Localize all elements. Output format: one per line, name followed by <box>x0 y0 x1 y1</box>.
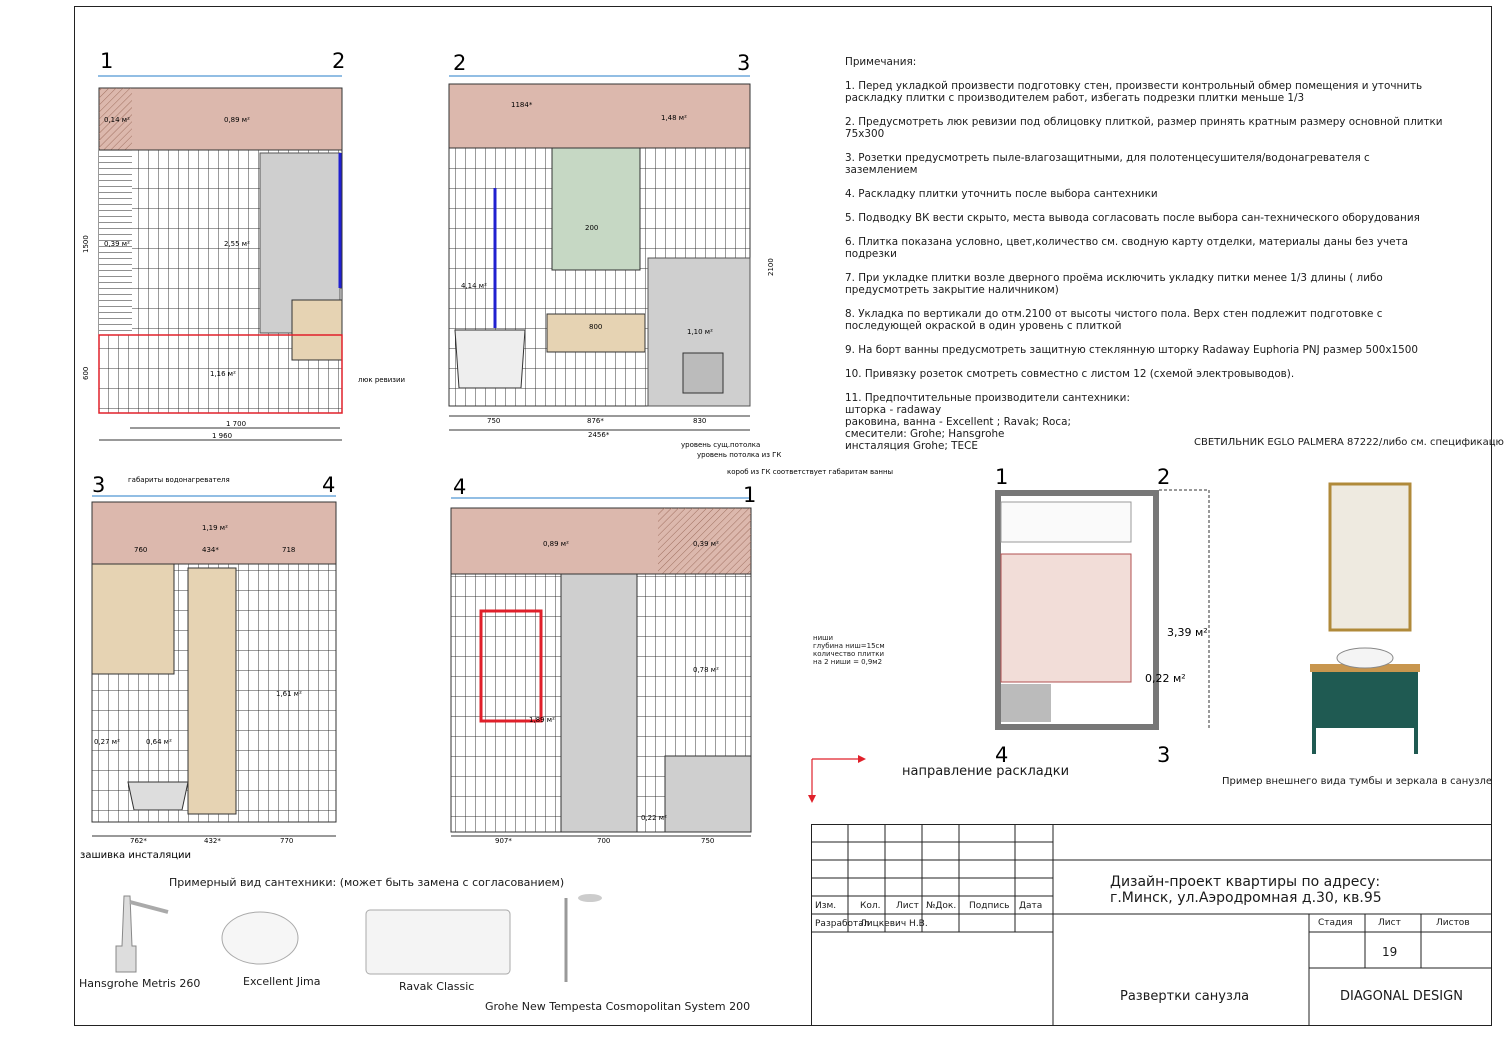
axis-label: 3 <box>1157 743 1171 767</box>
dimension: 2100 <box>767 258 775 276</box>
dimension: 770 <box>280 837 294 845</box>
lamp-label: СВЕТИЛЬНИК EGLO PALMERA 87222/либо см. спецификацю <box>1194 437 1504 448</box>
note-item: 5. Подводку ВК вести скрыто, места вывода согласовать после выбора сан-технического оборудования <box>845 212 1420 224</box>
fixture-caption: Hansgrohe Metris 260 <box>79 977 201 990</box>
note-item: 7. При укладке плитки возле дверного проёма исключить укладку питки менее 1/3 длины ( либо предусмотреть закрытие наличником) <box>845 272 1383 296</box>
axis-label: 3 <box>92 473 106 497</box>
dimension: 876* <box>587 417 604 425</box>
note-item: 1. Перед укладкой произвести подготовку стен, произвести контрольный обмер помещения и уточнить раскладку плитки с производителем работ, избегать подрезки плитки меньше 1/3 <box>845 80 1423 104</box>
stamp-author: Лицкевич Н.В. <box>860 919 928 929</box>
toilet <box>683 353 723 393</box>
note-item: 11. Предпочтительные производители сантехники: шторка - radaway раковина, ванна - Excellent ; Ravak; Roca; смесители: Grohe; Hansgrohe инсталяция Grohe; TECE <box>845 392 1130 452</box>
door <box>561 574 637 832</box>
note-item: 8. Укладка по вертикали до отм.2100 от высоты чистого пола. Верх стен подлежит подготовке с последующей окраской в один уровень с плиткой <box>845 308 1383 332</box>
note-item: 2. Предусмотреть люк ревизии под облицовку плиткой, размер принять кратным размеру основной плитки 75х300 <box>845 116 1443 140</box>
dimension: 200 <box>585 224 599 232</box>
stamp-header: Изм. <box>815 901 837 911</box>
sheet-title: Развертки санузла <box>1120 989 1250 1004</box>
vanity-caption: Пример внешнего вида тумбы и зеркала в санузле <box>1222 776 1493 787</box>
elevation-1 <box>78 48 408 448</box>
dimension: 1500 <box>82 235 90 253</box>
dimension: 800 <box>589 323 603 331</box>
note-item: 10. Привязку розеток смотреть совместно с листом 12 (схемой электровыводов). <box>845 368 1295 380</box>
dimension: 432* <box>204 837 221 845</box>
boiler-label: габариты водонагревателя <box>128 476 230 484</box>
dimension: 750 <box>487 417 501 425</box>
dimension: 1184* <box>511 101 533 109</box>
note-item: 3. Розетки предусмотреть пыле-влагозащитными, для полотенцесушителя/водонагревателя с заземлением <box>845 152 1370 176</box>
area-label: 1,61 м² <box>276 690 302 698</box>
area-label: 0,89 м² <box>224 116 250 124</box>
axis-label: 4 <box>322 473 336 497</box>
fixtures-heading: Примерный вид сантехники: (может быть замена с согласованием) <box>169 876 565 889</box>
stamp-header: Подпись <box>969 901 1010 911</box>
faucet-icon <box>116 896 136 972</box>
sheet-number: 19 <box>1382 945 1398 959</box>
vanity-side <box>292 300 342 360</box>
cabinet-icon <box>1312 672 1418 728</box>
notes-block <box>845 56 1445 452</box>
elevation-3 <box>78 470 418 860</box>
notes-title: Примечания: <box>845 56 917 68</box>
bathtub-icon <box>366 910 510 974</box>
direction-label: направление раскладки <box>902 764 1070 779</box>
vanity-illustration <box>1300 478 1430 768</box>
dimension: 1 960 <box>212 432 233 440</box>
toilet-side <box>128 782 188 810</box>
dimension: 760 <box>134 546 148 554</box>
boiler-box <box>92 564 174 674</box>
floor-plan <box>985 462 1225 772</box>
stamp-header: Дата <box>1019 901 1043 911</box>
installation-label: зашивка инсталяции <box>80 850 192 861</box>
dimension: 907* <box>495 837 512 845</box>
wall-top-painted <box>92 502 336 564</box>
note-item: 6. Плитка показана условно, цвет,количество см. сводную карту отделки, материалы даны без учета подрезки <box>845 236 1408 260</box>
stamp-header: Кол. <box>860 901 881 911</box>
plan-tile-pattern <box>1001 554 1131 682</box>
bathtub-side <box>665 756 751 832</box>
stamp-header: Лист <box>896 901 919 911</box>
area-label: 0,64 м² <box>146 738 172 746</box>
axis-label: 4 <box>453 475 467 499</box>
dimension: 434* <box>202 546 219 554</box>
mirror <box>552 148 640 270</box>
dimension: 1 700 <box>226 420 247 428</box>
elevation-2 <box>425 48 785 448</box>
dimension: 718 <box>282 546 296 554</box>
plan-bathtub <box>1001 502 1131 542</box>
axis-label: 4 <box>995 743 1009 767</box>
area-label: 2,55 м² <box>224 240 250 248</box>
axis-label: 2 <box>1157 465 1171 489</box>
hatch-label: люк ревизии <box>358 376 406 384</box>
note-item: 9. На борт ванны предусмотреть защитную стеклянную шторку Radaway Euphoria PNJ размер 500х1500 <box>845 344 1418 356</box>
basin-icon <box>222 912 298 964</box>
stamp-header: №Док. <box>926 901 957 911</box>
axis-label: 1 <box>995 465 1009 489</box>
area-label: 0,14 м² <box>104 116 130 124</box>
dimension: 2456* <box>588 431 610 439</box>
dimension: 750 <box>701 837 715 845</box>
company-name: DIAGONAL DESIGN <box>1340 989 1463 1004</box>
direction-arrows <box>798 745 868 805</box>
fixture-caption: Ravak Classic <box>399 980 475 993</box>
fixture-caption: Excellent Jima <box>243 975 321 988</box>
area-label: 1,89 м² <box>529 716 555 724</box>
dimension: 600 <box>82 366 90 380</box>
axis-label: 2 <box>453 51 467 75</box>
plan-cabinet <box>1001 684 1051 722</box>
area-label: 1,10 м² <box>687 328 713 336</box>
ceiling-label: уровень сущ.потолка <box>681 441 761 449</box>
axis-label: 1 <box>743 483 757 507</box>
fixture-caption: Grohe New Tempesta Cosmopolitan System 200 <box>485 1000 751 1013</box>
area-label: 0,22 м² <box>1145 672 1186 685</box>
stamp-stage-header: Лист <box>1378 918 1401 928</box>
project-title: Дизайн-проект квартиры по адресу: г.Минск, ул.Аэродромная д.30, кв.95 <box>1110 874 1382 906</box>
wall-top-painted <box>449 84 750 148</box>
area-label: 0,27 м² <box>94 738 120 746</box>
area-label: 3,39 м² <box>1167 626 1208 639</box>
area-label: 0,78 м² <box>693 666 719 674</box>
basin-icon <box>1337 648 1393 668</box>
area-label: 1,16 м² <box>210 370 236 378</box>
niche-note: ниши глубина ниш=15см количество плитки на 2 ниши = 0,9м2 <box>813 634 885 666</box>
axis-label: 3 <box>737 51 751 75</box>
wall-top-painted <box>99 88 342 150</box>
area-label: 0,22 м² <box>641 814 667 822</box>
area-label: 0,89 м² <box>543 540 569 548</box>
ceiling-label: уровень потолка из ГК <box>697 451 782 459</box>
axis-label: 2 <box>332 49 346 73</box>
dimension: 762* <box>130 837 147 845</box>
area-label: 0,39 м² <box>104 240 130 248</box>
dimension: 700 <box>597 837 611 845</box>
cabinet-column <box>188 568 236 814</box>
stamp-stage-header: Стадия <box>1318 918 1353 928</box>
fixture-images <box>110 886 610 986</box>
ceiling-label: короб из ГК соответствует габаритам ванны <box>727 468 894 476</box>
area-label: 1,19 м² <box>202 524 228 532</box>
vanity <box>547 314 645 352</box>
area-label: 1,48 м² <box>661 114 687 122</box>
mirror-icon <box>1330 484 1410 630</box>
area-label: 4,14 м² <box>461 282 487 290</box>
bathtub <box>455 330 525 388</box>
stamp-stage-header: Листов <box>1436 918 1470 928</box>
note-item: 4. Раскладку плитки уточнить после выбора сантехники <box>845 188 1158 200</box>
stamp-developed: Разработал <box>815 919 870 929</box>
axis-label: 1 <box>100 49 114 73</box>
dimension: 830 <box>693 417 707 425</box>
area-label: 0,39 м² <box>693 540 719 548</box>
